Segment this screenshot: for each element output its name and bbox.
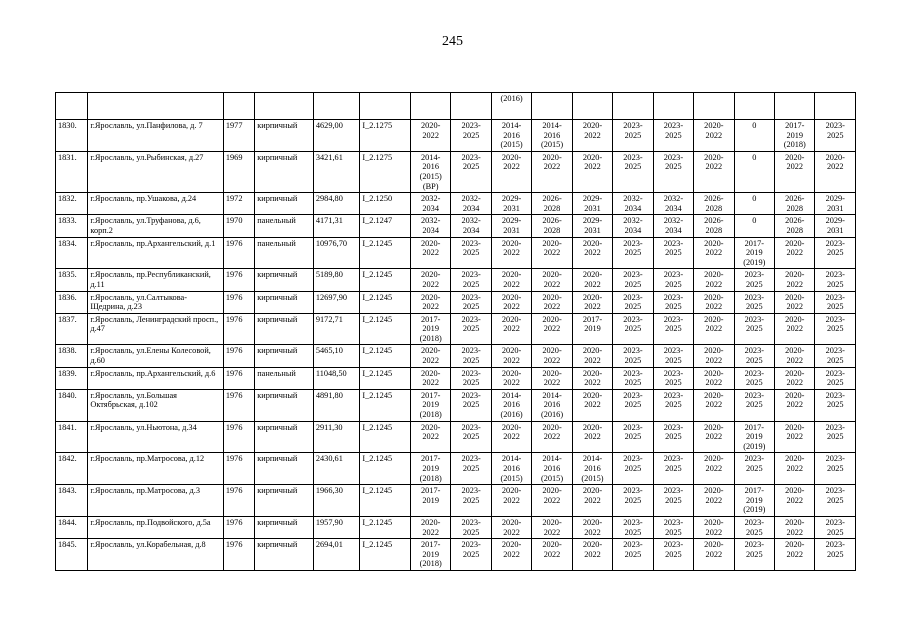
address-cell: г.Ярославль, Ленинградский просп., д.47 [88,313,224,345]
area-cell: 2694,01 [313,539,360,571]
period-cell: 2029- 2031 [491,193,531,215]
period-cell: 2023- 2025 [734,269,774,291]
address-cell: г.Ярославль, пр.Матросова, д.12 [88,453,224,485]
period-cell: 2020- 2022 [532,345,572,367]
period-cell: 2020- 2022 [491,151,531,192]
period-cell: 2017- 2019 (2018) [775,120,815,152]
period-cell: 2023- 2025 [815,421,856,453]
period-cell: 2020- 2022 [532,237,572,269]
area-cell: 2984,80 [313,193,360,215]
period-cell: 2026- 2028 [775,193,815,215]
area-cell: 2430,61 [313,453,360,485]
period-cell: 2020- 2022 [491,539,531,571]
continuation-row [56,93,856,120]
row-number: 1845. [56,539,88,571]
period-cell: 2023- 2025 [613,453,653,485]
period-cell: 0 [734,215,774,237]
period-cell: 2032- 2034 [451,193,491,215]
row-number: 1830. [56,120,88,152]
area-cell: 4891,80 [313,389,360,421]
table-row [56,453,856,485]
period-cell: 2017- 2019 (2019) [734,485,774,517]
period-cell: 2023- 2025 [653,345,693,367]
period-cell: 2020- 2022 [572,539,612,571]
row-number: 1842. [56,453,88,485]
period-cell: 2023- 2025 [734,291,774,313]
period-cell: 2020- 2022 [775,313,815,345]
period-cell: 2020- 2022 [491,291,531,313]
period-cell: 2020- 2022 [410,291,450,313]
table-row [56,345,856,367]
capital-repair-schedule-table [55,92,856,571]
code-cell: I_2.1247 [360,215,411,237]
period-cell: 2020- 2022 [694,389,734,421]
period-cell: 2020- 2022 [491,313,531,345]
period-cell: 2020- 2022 [694,269,734,291]
period-cell: 2023- 2025 [451,345,491,367]
address-cell: г.Ярославль, ул.Елены Колесовой, д.60 [88,345,224,367]
period-cell: 2014- 2016 (2015) [491,120,531,152]
period-cell: 2023- 2025 [451,367,491,389]
period-cell: 2020- 2022 [775,453,815,485]
period-cell: 2023- 2025 [613,237,653,269]
period-cell: 2020- 2022 [491,237,531,269]
period-cell: 2020- 2022 [572,237,612,269]
period-cell: 2029- 2031 [572,215,612,237]
period-cell: 2020- 2022 [572,291,612,313]
wall-material-cell: кирпичный [255,151,314,192]
period-cell: 2029- 2031 [572,193,612,215]
period-cell: 0 [734,151,774,192]
code-cell: I_2.1245 [360,237,411,269]
period-cell: 2020- 2022 [775,237,815,269]
code-cell: I_2.1250 [360,193,411,215]
period-cell: 2023- 2025 [451,539,491,571]
row-number: 1841. [56,421,88,453]
table-row [56,516,856,538]
period-cell: 2023- 2025 [613,269,653,291]
period-cell: 2014- 2016 (2015) [572,453,612,485]
code-cell: I_2.1245 [360,269,411,291]
period-cell: 2023- 2025 [653,421,693,453]
period-cell: 2017- 2019 (2018) [410,313,450,345]
period-cell: 2023- 2025 [613,291,653,313]
period-cell: 2020- 2022 [572,367,612,389]
code-cell: I_2.1245 [360,345,411,367]
period-cell: 2020- 2022 [410,367,450,389]
table-row [56,367,856,389]
period-cell: 2023- 2025 [653,367,693,389]
row-number: 1843. [56,485,88,517]
row-number: 1844. [56,516,88,538]
period-cell: 2020- 2022 [775,516,815,538]
year-cell: 1976 [223,345,254,367]
address-cell: г.Ярославль, пр.Ушакова, д.24 [88,193,224,215]
period-cell: 2023- 2025 [451,120,491,152]
period-cell: 2020- 2022 [532,485,572,517]
period-cell: 2023- 2025 [815,453,856,485]
address-cell: г.Ярославль, ул.Большая Октябрьская, д.102 [88,389,224,421]
period-cell: 2023- 2025 [653,389,693,421]
period-cell: 2023- 2025 [815,269,856,291]
period-cell: 2023- 2025 [653,120,693,152]
address-cell: г.Ярославль, ул.Ньютона, д.34 [88,421,224,453]
code-cell: I_2.1245 [360,539,411,571]
period-cell: 2020- 2022 [694,237,734,269]
area-cell: 12697,90 [313,291,360,313]
period-cell: 2023- 2025 [653,485,693,517]
wall-material-cell: кирпичный [255,313,314,345]
address-cell: г.Ярославль, ул.Салтыкова-Щедрина, д.23 [88,291,224,313]
area-cell: 2911,30 [313,421,360,453]
period-cell: 2020- 2022 [491,421,531,453]
period-cell: 2023- 2025 [734,345,774,367]
area-cell: 1957,90 [313,516,360,538]
address-cell: г.Ярославль, ул.Рыбинская, д.27 [88,151,224,192]
period-cell: 2023- 2025 [613,345,653,367]
year-cell: 1976 [223,367,254,389]
area-cell: 9172,71 [313,313,360,345]
row-number: 1831. [56,151,88,192]
address-cell: г.Ярославль, пр.Подвойского, д.5а [88,516,224,538]
period-cell: 2023- 2025 [734,313,774,345]
year-cell: 1976 [223,291,254,313]
period-cell: 2020- 2022 [532,539,572,571]
period-cell: 2023- 2025 [653,539,693,571]
period-cell: 2023- 2025 [653,151,693,192]
wall-material-cell: кирпичный [255,345,314,367]
period-cell: 2023- 2025 [653,453,693,485]
period-cell: 2023- 2025 [451,291,491,313]
period-cell: 2020- 2022 [775,421,815,453]
wall-material-cell: кирпичный [255,193,314,215]
period-cell: 2023- 2025 [451,151,491,192]
period-cell: 2020- 2022 [694,291,734,313]
period-cell: 2020- 2022 [694,120,734,152]
period-cell: 2020- 2022 [572,345,612,367]
area-cell: 1966,30 [313,485,360,517]
period-cell: 2020- 2022 [694,453,734,485]
period-cell: 2017- 2019 [410,485,450,517]
period-cell: 2032- 2034 [451,215,491,237]
period-cell: 2020- 2022 [694,151,734,192]
period-cell: 2020- 2022 [491,516,531,538]
period-cell: 2020- 2022 [694,421,734,453]
period-cell: 2026- 2028 [694,215,734,237]
period-cell: 2020- 2022 [775,367,815,389]
period-cell: 2029- 2031 [815,215,856,237]
period-cell: 2029- 2031 [491,215,531,237]
period-cell: 2023- 2025 [613,151,653,192]
period-cell: 2026- 2028 [775,215,815,237]
period-cell: 2020- 2022 [572,151,612,192]
period-cell: 2020- 2022 [410,421,450,453]
code-cell: I_2.1245 [360,291,411,313]
period-cell: 2026- 2028 [694,193,734,215]
wall-material-cell: кирпичный [255,120,314,152]
period-cell: 2020- 2022 [410,516,450,538]
code-cell: I_2.1245 [360,313,411,345]
wall-material-cell: кирпичный [255,421,314,453]
period-cell: 2023- 2025 [613,421,653,453]
period-cell: 2017- 2019 (2019) [734,237,774,269]
period-cell: 2023- 2025 [451,389,491,421]
period-cell: 2032- 2034 [653,215,693,237]
period-cell: 2020- 2022 [694,345,734,367]
period-cell: 2023- 2025 [815,345,856,367]
code-cell: I_2.1245 [360,367,411,389]
period-cell: 2014- 2016 (2016) [532,389,572,421]
period-cell: 2023- 2025 [451,269,491,291]
year-cell: 1976 [223,516,254,538]
address-cell: г.Ярославль, ул.Корабельная, д.8 [88,539,224,571]
row-number: 1834. [56,237,88,269]
wall-material-cell: кирпичный [255,516,314,538]
period-cell: 2020- 2022 [491,367,531,389]
period-cell: 2026- 2028 [532,215,572,237]
row-number: 1840. [56,389,88,421]
wall-material-cell: кирпичный [255,485,314,517]
year-cell: 1970 [223,215,254,237]
period-cell: 2023- 2025 [815,539,856,571]
period-cell: 2023- 2025 [451,485,491,517]
table-row [56,539,856,571]
period-cell: 2014- 2016 (2015) [532,120,572,152]
period-cell: 2017- 2019 (2019) [734,421,774,453]
period-cell: 2020- 2022 [694,539,734,571]
period-cell: 2014- 2016 (2016) [491,389,531,421]
row-number: 1836. [56,291,88,313]
period-cell: 2023- 2025 [815,291,856,313]
period-cell: 2020- 2022 [572,516,612,538]
area-cell: 4171,31 [313,215,360,237]
period-cell: 2023- 2025 [734,389,774,421]
period-cell: 2023- 2025 [451,237,491,269]
period-cell: 2020- 2022 [694,516,734,538]
period-cell: 2020- 2022 [532,421,572,453]
period-cell: 2017- 2019 [572,313,612,345]
table-row [56,269,856,291]
period-cell: 2023- 2025 [734,539,774,571]
row-number: 1832. [56,193,88,215]
period-cell: 2020- 2022 [572,389,612,421]
period-cell: 2023- 2025 [815,516,856,538]
period-cell: 2023- 2025 [451,453,491,485]
period-cell: 2020- 2022 [491,345,531,367]
code-cell: I_2.1275 [360,151,411,192]
period-cell: 2023- 2025 [734,453,774,485]
period-cell: 2020- 2022 [775,345,815,367]
period-cell: 2023- 2025 [451,516,491,538]
period-cell: 2026- 2028 [532,193,572,215]
page-number: 245 [442,34,463,49]
period-cell: 2023- 2025 [613,367,653,389]
period-cell: 2023- 2025 [734,516,774,538]
period-cell: 2023- 2025 [815,120,856,152]
wall-material-cell: кирпичный [255,453,314,485]
address-cell: г.Ярославль, пр.Архангельский, д.1 [88,237,224,269]
period-cell: 2020- 2022 [775,485,815,517]
period-cell: 2020- 2022 [694,485,734,517]
period-cell: 2020- 2022 [532,269,572,291]
continuation-note: (2016) [491,93,531,120]
period-cell: 2023- 2025 [653,313,693,345]
period-cell: 2032- 2034 [613,215,653,237]
code-cell: I_2.1245 [360,389,411,421]
period-cell: 2020- 2022 [775,269,815,291]
period-cell: 2020- 2022 [572,120,612,152]
table-row [56,193,856,215]
period-cell: 2014- 2016 (2015) [532,453,572,485]
area-cell: 5465,10 [313,345,360,367]
row-number: 1835. [56,269,88,291]
period-cell: 2029- 2031 [815,193,856,215]
period-cell: 2020- 2022 [491,485,531,517]
period-cell: 0 [734,193,774,215]
period-cell: 2020- 2022 [775,389,815,421]
address-cell: г.Ярославль, пр.Матросова, д.3 [88,485,224,517]
period-cell: 2020- 2022 [815,151,856,192]
year-cell: 1976 [223,421,254,453]
period-cell: 2020- 2022 [694,313,734,345]
period-cell: 2023- 2025 [653,269,693,291]
code-cell: I_2.1245 [360,485,411,517]
wall-material-cell: панельный [255,367,314,389]
wall-material-cell: кирпичный [255,539,314,571]
area-cell: 4629,00 [313,120,360,152]
year-cell: 1976 [223,453,254,485]
year-cell: 1976 [223,269,254,291]
period-cell: 2023- 2025 [815,485,856,517]
wall-material-cell: кирпичный [255,389,314,421]
period-cell: 2014- 2016 (2015) (ВР) [410,151,450,192]
period-cell: 2020- 2022 [775,151,815,192]
period-cell: 2020- 2022 [532,516,572,538]
period-cell: 2023- 2025 [613,313,653,345]
year-cell: 1976 [223,237,254,269]
table-row [56,421,856,453]
year-cell: 1976 [223,539,254,571]
period-cell: 2020- 2022 [572,269,612,291]
row-number: 1837. [56,313,88,345]
table-row [56,151,856,192]
period-cell: 2032- 2034 [410,193,450,215]
code-cell: I_2.1245 [360,453,411,485]
wall-material-cell: кирпичный [255,269,314,291]
period-cell: 2023- 2025 [815,313,856,345]
period-cell: 2020- 2022 [572,421,612,453]
period-cell: 2020- 2022 [410,237,450,269]
period-cell: 2020- 2022 [532,313,572,345]
year-cell: 1976 [223,313,254,345]
period-cell: 2032- 2034 [410,215,450,237]
wall-material-cell: панельный [255,237,314,269]
year-cell: 1976 [223,485,254,517]
year-cell: 1969 [223,151,254,192]
wall-material-cell: кирпичный [255,291,314,313]
period-cell: 2023- 2025 [613,485,653,517]
code-cell: I_2.1275 [360,120,411,152]
wall-material-cell: панельный [255,215,314,237]
period-cell: 2023- 2025 [653,291,693,313]
address-cell: г.Ярославль, ул.Панфилова, д. 7 [88,120,224,152]
period-cell: 2023- 2025 [734,367,774,389]
period-cell: 2020- 2022 [572,485,612,517]
table-row [56,291,856,313]
table-row [56,215,856,237]
period-cell: 0 [734,120,774,152]
period-cell: 2020- 2022 [410,120,450,152]
period-cell: 2020- 2022 [775,291,815,313]
period-cell: 2020- 2022 [532,151,572,192]
row-number: 1839. [56,367,88,389]
period-cell: 2023- 2025 [613,389,653,421]
row-number: 1838. [56,345,88,367]
period-cell: 2017- 2019 (2018) [410,539,450,571]
year-cell: 1972 [223,193,254,215]
period-cell: 2023- 2025 [613,516,653,538]
period-cell: 2020- 2022 [410,269,450,291]
period-cell: 2023- 2025 [653,237,693,269]
address-cell: г.Ярославль, ул.Труфанова, д.6, корп.2 [88,215,224,237]
table-row [56,237,856,269]
code-cell: I_2.1245 [360,516,411,538]
period-cell: 2020- 2022 [532,367,572,389]
code-cell: I_2.1245 [360,421,411,453]
period-cell: 2023- 2025 [653,516,693,538]
period-cell: 2023- 2025 [613,539,653,571]
period-cell: 2023- 2025 [815,367,856,389]
address-cell: г.Ярославль, пр.Архангельский, д.6 [88,367,224,389]
period-cell: 2023- 2025 [815,237,856,269]
period-cell: 2017- 2019 (2018) [410,389,450,421]
period-cell: 2023- 2025 [451,421,491,453]
period-cell: 2023- 2025 [815,389,856,421]
table-row [56,313,856,345]
address-cell: г.Ярославль, пр.Республиканский, д.11 [88,269,224,291]
table-row [56,389,856,421]
row-number: 1833. [56,215,88,237]
year-cell: 1976 [223,389,254,421]
period-cell: 2023- 2025 [451,313,491,345]
period-cell: 2020- 2022 [410,345,450,367]
period-cell: 2032- 2034 [653,193,693,215]
area-cell: 5189,80 [313,269,360,291]
table-row [56,485,856,517]
period-cell: 2017- 2019 (2018) [410,453,450,485]
period-cell: 2023- 2025 [613,120,653,152]
area-cell: 10976,70 [313,237,360,269]
period-cell: 2020- 2022 [775,539,815,571]
area-cell: 3421,61 [313,151,360,192]
period-cell: 2020- 2022 [532,291,572,313]
area-cell: 11048,50 [313,367,360,389]
table-row [56,120,856,152]
period-cell: 2020- 2022 [694,367,734,389]
period-cell: 2020- 2022 [491,269,531,291]
period-cell: 2014- 2016 (2015) [491,453,531,485]
year-cell: 1977 [223,120,254,152]
period-cell: 2032- 2034 [613,193,653,215]
